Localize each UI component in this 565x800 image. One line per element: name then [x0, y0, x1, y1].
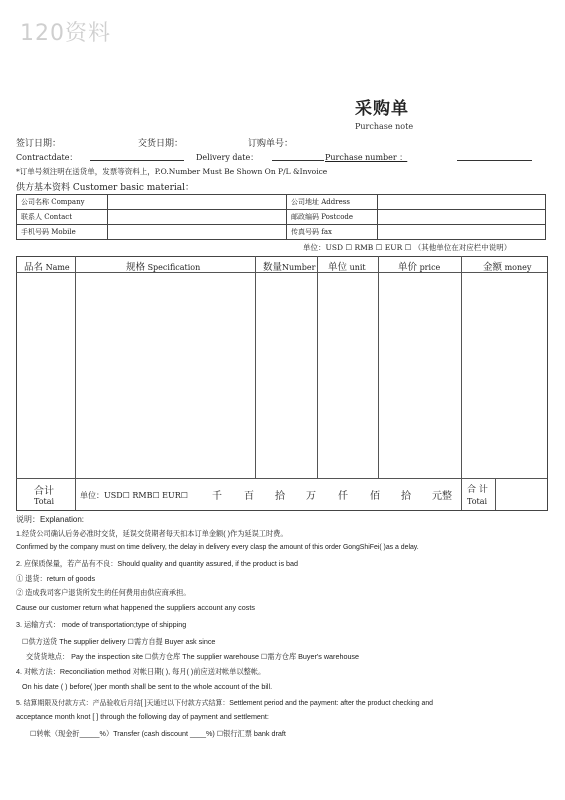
header-specification: 规格 Specification: [126, 262, 201, 273]
contract-date-label: Contractdate：: [16, 153, 78, 162]
explanation-line: Confirmed by the company must on time delivery, the delay in delivery every clasp the amount of this order GongShiFei( )as a delay.: [16, 544, 419, 551]
numeral-wan: 万: [306, 491, 316, 502]
explanation-line: 交货货地点： Pay the inspection site ☐供方仓库 The supplier warehouse ☐需方仓库 Buyer's warehouse: [26, 652, 360, 661]
mobile-field[interactable]: [108, 225, 287, 240]
col-divider: [75, 256, 76, 478]
fax-field[interactable]: [378, 225, 546, 240]
fax-label: 传真号码 fax: [287, 225, 378, 240]
explanation-line: Cause our customer return what happened the suppliers account any costs: [16, 603, 255, 612]
delivery-date-label-en: Delivery date：: [196, 153, 259, 162]
explanation-line: ☐转帐（现金折_____%）Transfer (cash discount ____%) ☐银行汇票 bank draft: [30, 729, 286, 738]
mobile-label: 手机号码 Mobile: [17, 225, 108, 240]
table-row: [17, 225, 546, 240]
numeral-bai2: 佰: [370, 491, 380, 502]
explanation-line: ☐供方送货 The supplier delivery ☐需方自提 Buyer ask since: [22, 637, 216, 646]
col-divider: [461, 256, 462, 510]
purchase-number-field[interactable]: [457, 160, 532, 161]
company-label: 公司名称 Company: [17, 195, 108, 210]
header-unit: 单位 unit: [328, 262, 366, 273]
watermark: 120资料: [20, 21, 111, 46]
contract-date-field[interactable]: [90, 160, 184, 161]
postcode-label: 邮政编码 Postcode: [287, 210, 378, 225]
sign-date-label: 签订日期：: [16, 139, 62, 149]
explanation-line: acceptance month knot [ ] through the following day of payment and settlement:: [16, 712, 269, 721]
header-number: 数量Number: [263, 262, 316, 273]
supplier-heading: 供方基本资料 Customer basic material：: [16, 183, 195, 193]
numeral-qian2: 仟: [338, 491, 348, 502]
table-row: [17, 210, 546, 225]
currency-line: 单位：USD ☐ RMB ☐ EUR ☐ （其他单位在对应栏中说明）: [303, 243, 512, 252]
page-subtitle: Purchase note: [355, 122, 414, 131]
explanation-line: 2. 应保质保量，若产品有不良：Should quality and quantity assured, if the product is bad: [16, 559, 299, 568]
total-units: 单位：USD☐ RMB☐ EUR☐: [80, 491, 188, 500]
address-label: 公司地址 Address: [287, 195, 378, 210]
numeral-bai: 百: [244, 491, 254, 502]
explanation-line: ② 造成我司客户退货所发生的任何费用由供应商承担。: [16, 588, 191, 597]
explanation-line: 1.经货公司确认后务必准时交货，延误交货期者每天扣本订单金额( )作为延误工时费。: [16, 529, 288, 538]
total-label-en: Totai: [34, 497, 55, 506]
explanation-line: 4. 对帐方法：Reconciliation method 对帐日期( ), 每月( )前应送对帐单以整帐。: [16, 667, 266, 676]
header-money: 金额 money: [483, 262, 532, 273]
postcode-field[interactable]: [378, 210, 546, 225]
delivery-date-label-cn: 交货日期：: [138, 139, 184, 149]
header-name: 品名 Name: [24, 262, 70, 273]
header-price: 单价 price: [398, 262, 441, 273]
supplier-info-table: [16, 194, 546, 240]
purchase-number-label: Purchase number ：: [325, 153, 408, 162]
numeral-yuanzheng: 元整: [432, 491, 452, 502]
col-divider: [495, 478, 496, 510]
numeral-shi2: 拾: [401, 491, 411, 502]
items-table: [16, 256, 548, 511]
page-title: 采购单: [355, 99, 409, 119]
col-divider: [255, 256, 256, 478]
explanation-line: 3. 运输方式： mode of transportation;type of shipping: [16, 620, 187, 629]
total-label-zh: 合计: [34, 486, 54, 497]
explanation-line: 5. 结算期限及付款方式：产品验收后月结[ ]天通过以下付款方式结算：Settlement period and the payment: after the product checking and: [16, 700, 434, 707]
total2-label-en: Totai: [467, 497, 488, 506]
col-divider: [378, 256, 379, 478]
explanation-line: On his date ( ) before( )per month shall be sent to the whole account of the bill.: [22, 682, 273, 691]
col-divider: [75, 478, 76, 510]
company-field[interactable]: [108, 195, 287, 210]
total2-label-zh: 合 计: [467, 485, 488, 495]
numeral-qian: 千: [212, 491, 222, 502]
order-note: *订单号须注明在送货单，发票等资料上，P.O.Number Must Be Shown On P/L &Invoice: [16, 167, 328, 176]
address-field[interactable]: [378, 195, 546, 210]
contact-field[interactable]: [108, 210, 287, 225]
contact-label: 联系人 Contact: [17, 210, 108, 225]
total-divider: [16, 478, 547, 479]
table-row: [17, 195, 546, 210]
delivery-date-field[interactable]: [272, 160, 324, 161]
explanation-heading: 说明：Explanation:: [16, 515, 85, 524]
order-number-label-cn: 订购单号：: [248, 139, 294, 149]
numeral-shi: 拾: [275, 491, 285, 502]
col-divider: [317, 256, 318, 478]
explanation-line: ① 退货：return of goods: [16, 574, 96, 583]
